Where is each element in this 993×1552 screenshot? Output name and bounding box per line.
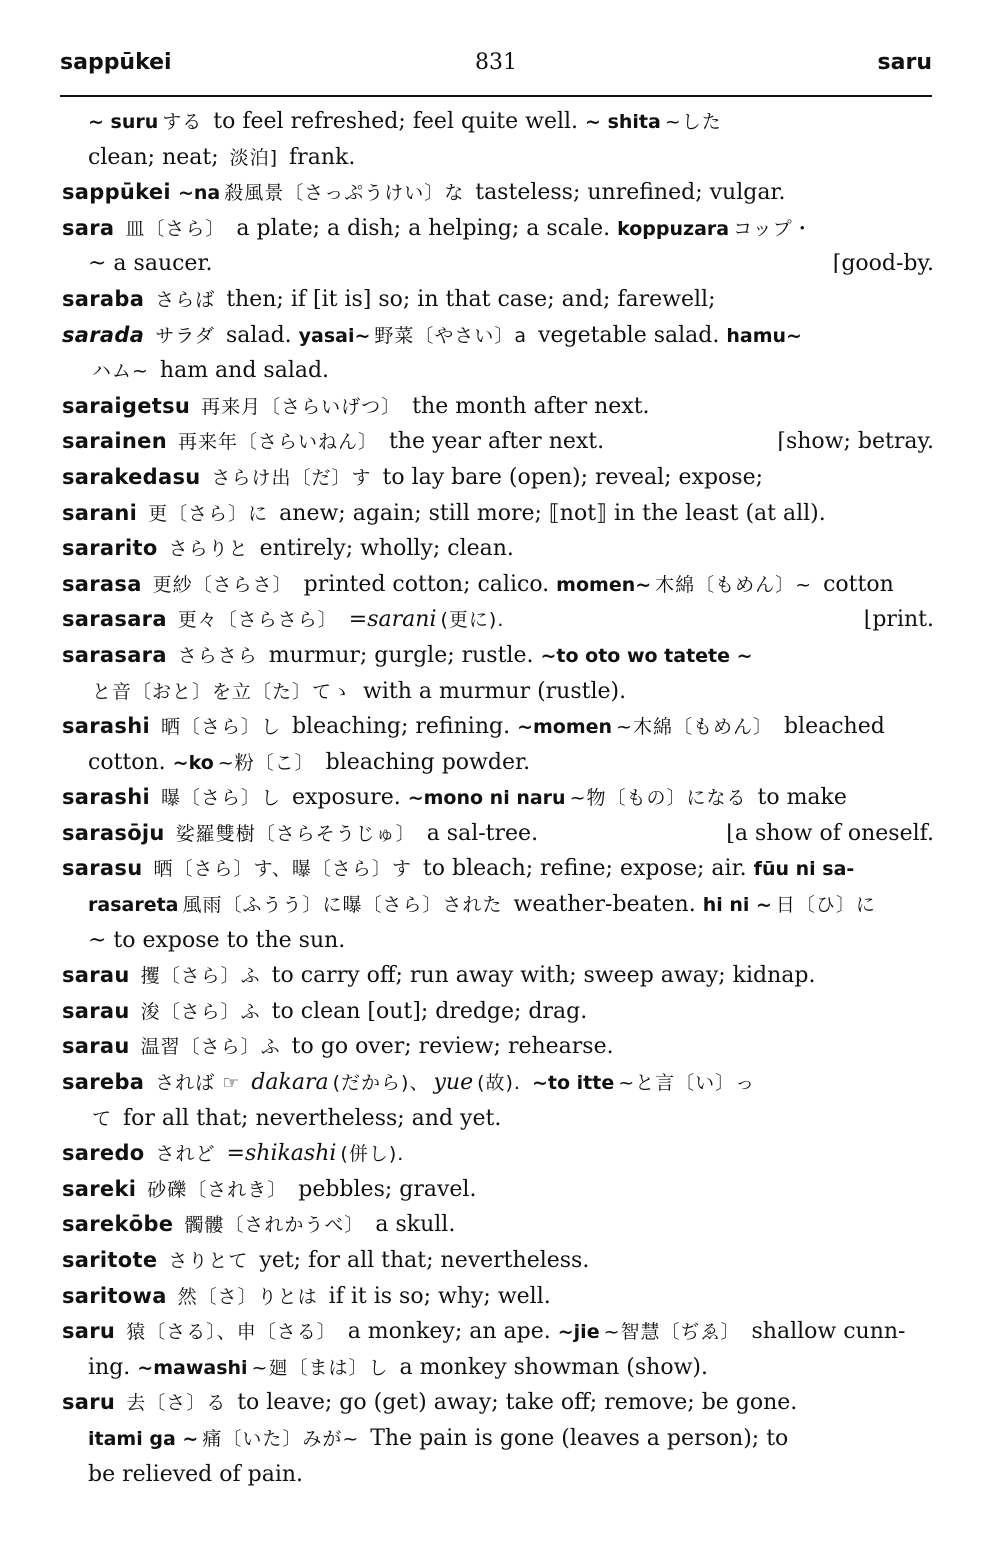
japanese-text: ハム~ (92, 360, 149, 383)
definition-text: ham and salad. (152, 358, 330, 384)
definition-text: = (341, 607, 368, 633)
japanese-text: 娑羅雙樹〔さらそうじゅ〕 (175, 822, 416, 845)
definition-text: bleached (776, 714, 885, 740)
japanese-text: 晒〔さら〕し (160, 716, 281, 739)
japanese-text: 風雨〔ふうう〕に曝〔さら〕された (182, 894, 503, 917)
entry-continuation-line (62, 140, 934, 176)
entry-continuation-line (62, 745, 934, 781)
japanese-text: て (92, 1107, 113, 1130)
entry-continuation-line (62, 246, 934, 282)
japanese-text: 野菜〔やさい〕a (374, 324, 528, 347)
definition-text: to make (750, 785, 847, 811)
entry-continuation-line (62, 674, 934, 710)
subentry-phrase: hi ni ~ (702, 894, 772, 917)
definition-text: then; if [it is] so; in that case; and; farewell; (219, 286, 716, 312)
japanese-text: サラダ (155, 324, 216, 347)
japanese-text: 再来年〔さらいねん〕 (177, 431, 378, 454)
japanese-text: さらば (155, 288, 216, 311)
definition-text: with a murmur (rustle). (356, 678, 627, 704)
subentry-phrase: ~na (177, 182, 221, 205)
definition-text: to bleach; refine; expose; air. (415, 856, 754, 882)
subentry-phrase: ~jie (557, 1321, 600, 1344)
definition-text: be relieved of pain. (88, 1461, 304, 1487)
definition-text: ~ a saucer. (88, 251, 213, 277)
entry-line (62, 282, 934, 318)
definition-text: to feel refreshed; feel quite well. (206, 109, 586, 134)
headword: saru (62, 1390, 116, 1415)
definition-text: anew; again; still more; ⟦not⟧ in the least (at all). (272, 500, 826, 526)
headword: sappūkei (62, 180, 171, 205)
japanese-text: 曝〔さら〕し (160, 787, 281, 810)
headword: sareki (62, 1176, 137, 1201)
japanese-text: 日〔ひ〕に (775, 894, 876, 917)
definition-text: weather-beaten. (506, 892, 703, 918)
first-headword-guide: sappūkei (60, 50, 172, 75)
entry-continuation-line (62, 887, 934, 923)
last-headword-guide: saru (877, 50, 932, 75)
headword: sararito (62, 536, 158, 561)
definition-text: a skull. (368, 1212, 456, 1238)
japanese-text: する (162, 111, 203, 133)
definition-text: a monkey showman (show). (392, 1354, 708, 1380)
headword: sareba (62, 1070, 145, 1095)
entry-line (62, 1279, 934, 1315)
japanese-text: 晒〔さら〕す、曝〔さら〕す (153, 858, 412, 881)
japanese-text: 痛〔いた〕みが~ (202, 1427, 360, 1450)
entry-line (62, 958, 934, 994)
subentry-phrase: fūu ni sa- (753, 858, 855, 881)
headword: sarakedasu (62, 464, 201, 489)
japanese-text: 温習〔さら〕ふ (140, 1036, 281, 1059)
headword: sarau (62, 998, 130, 1023)
italic-reference: sarani (367, 607, 437, 633)
japanese-text: 猿〔さる〕、申〔さる〕 (126, 1321, 337, 1344)
japanese-text: 攫〔さら〕ふ (140, 965, 261, 988)
entry-continuation-line (62, 353, 934, 389)
definition-text: tasteless; unrefined; vulgar. (468, 180, 786, 206)
headword: saritowa (62, 1283, 167, 1308)
japanese-text: さりとて (168, 1250, 249, 1272)
subentry-phrase: ~to oto wo tatete ~ (540, 644, 753, 667)
entry-continuation-line (62, 1350, 934, 1386)
page-number: 831 (475, 50, 517, 75)
entry-line (62, 1207, 934, 1243)
definition-text: to lay bare (open); reveal; expose; (375, 464, 763, 490)
definition-text: salad. (219, 322, 299, 348)
subentry-phrase: koppuzara (617, 217, 730, 240)
definition-text: the month after next. (405, 393, 650, 419)
headword: sarau (62, 1034, 130, 1059)
headword: sarainen (62, 429, 167, 454)
headword: sarasara (62, 642, 167, 667)
entry-line (62, 1314, 934, 1350)
entry-line (62, 816, 934, 852)
italic-reference: yue (433, 1070, 474, 1096)
entry-list (62, 104, 934, 1492)
subentry-phrase: ~ shita (585, 111, 661, 133)
overflow-continuation: ⌈show; betray. (777, 429, 934, 455)
definition-text: The pain is gone (leaves a person); to (363, 1425, 789, 1451)
subentry-phrase: yasai~ (298, 324, 371, 347)
japanese-text: ~智慧〔ぢゑ〕 (603, 1321, 741, 1344)
definition-text: entirely; wholly; clean. (252, 536, 514, 562)
definition-text: shallow cunn- (744, 1319, 906, 1345)
headword: sarada (62, 322, 145, 347)
entry-line (62, 994, 934, 1030)
headword: sarashi (62, 785, 150, 810)
definition-text: printed cotton; calico. (296, 571, 557, 597)
japanese-text: (更に). (440, 609, 505, 632)
definition-text: pebbles; gravel. (291, 1176, 477, 1202)
entry-line (62, 424, 934, 460)
definition-text: bleaching; refining. (284, 714, 518, 740)
japanese-text: 再来月〔さらいげつ〕 (201, 395, 402, 418)
definition-text: murmur; gurgle; rustle. (261, 642, 541, 668)
italic-reference: shikashi (244, 1141, 337, 1167)
japanese-text: ~物〔もの〕になる (569, 787, 747, 810)
subentry-phrase: ~to itte (531, 1072, 615, 1095)
entry-line (62, 1136, 934, 1172)
entry-line (62, 1243, 934, 1279)
overflow-continuation: ⌊print. (863, 607, 934, 633)
japanese-text: 然〔さ〕りとは (177, 1285, 318, 1308)
japanese-text: ~粉〔こ〕 (217, 751, 315, 774)
definition-text: cotton. (88, 749, 173, 775)
entry-line (62, 531, 934, 567)
entry-line (62, 318, 934, 354)
japanese-text: 砂礫〔されき〕 (147, 1178, 288, 1201)
japanese-text: 木綿〔もめん〕~ (655, 573, 813, 596)
japanese-text: さらりと (168, 538, 249, 561)
headword: saraigetsu (62, 393, 191, 418)
italic-reference: dakara (244, 1070, 329, 1096)
japanese-text: されど (155, 1143, 216, 1166)
entry-continuation-line (62, 923, 934, 959)
definition-text: a sal-tree. (419, 820, 539, 846)
definition-text (525, 1070, 532, 1095)
entry-line (62, 709, 934, 745)
definition-text: the year after next. (381, 429, 605, 455)
entry-line (62, 1065, 934, 1101)
headword: saredo (62, 1141, 145, 1166)
japanese-text: と音〔おと〕を立〔た〕てゝ (92, 680, 353, 703)
subentry-phrase: hamu~ (726, 324, 802, 347)
definition-text: frank. (282, 144, 356, 170)
definition-text: to clean [out]; dredge; drag. (264, 998, 588, 1024)
headword: sarani (62, 500, 138, 525)
definition-text: bleaching powder. (318, 749, 531, 775)
japanese-text: 殺風景〔さっぷうけい〕な (224, 182, 465, 205)
headword: saru (62, 1319, 116, 1344)
japanese-text: 去〔さ〕る (126, 1392, 227, 1415)
headword: sarasa (62, 571, 142, 596)
headword: sarashi (62, 714, 150, 739)
entry-line (62, 211, 934, 247)
entry-continuation-line (62, 1101, 934, 1137)
headword: saritote (62, 1248, 158, 1272)
japanese-text: 更紗〔さらさ〕 (152, 573, 293, 596)
japanese-text: ~した (664, 111, 722, 133)
entry-line (62, 496, 934, 532)
entry-line (62, 460, 934, 496)
entry-line (62, 851, 934, 887)
subentry-phrase: ~momen (517, 716, 613, 739)
headword: saraba (62, 286, 145, 311)
headword: sarau (62, 963, 130, 988)
overflow-continuation: ⌈good-by. (832, 251, 934, 277)
japanese-text: ~木綿〔もめん〕 (616, 716, 773, 739)
subentry-phrase: ~ suru (88, 111, 159, 133)
definition-text: a plate; a dish; a helping; a scale. (229, 215, 618, 241)
japanese-text: コップ・ (733, 217, 813, 240)
entry-line (62, 1385, 934, 1421)
subentry-phrase: ~mawashi (137, 1356, 248, 1379)
japanese-text: されば ☞ (155, 1072, 241, 1095)
japanese-text: 髑髏〔されかうべ〕 (184, 1214, 365, 1237)
japanese-text: (だから)、 (332, 1072, 430, 1095)
subentry-phrase: momen~ (556, 573, 652, 596)
definition-text: cotton (816, 571, 894, 597)
subentry-phrase: ~ko (172, 751, 214, 774)
definition-text: to leave; go (get) away; take off; remove; be gone. (230, 1390, 798, 1416)
japanese-text: 皿〔さら〕 (125, 217, 226, 240)
entry-line (62, 175, 934, 211)
japanese-text: 浚〔さら〕ふ (140, 1000, 261, 1023)
definition-text: vegetable salad. (531, 322, 727, 348)
headword: sarasōju (62, 820, 165, 845)
definition-text: to go over; review; rehearse. (284, 1034, 614, 1060)
subentry-phrase: ~mono ni naru (407, 787, 566, 810)
definition-text: a monkey; an ape. (340, 1319, 558, 1345)
entry-line (62, 638, 934, 674)
headword: sarekōbe (62, 1212, 174, 1237)
entry-line (62, 1029, 934, 1065)
definition-text: clean; neat; (88, 144, 226, 170)
definition-text: = (219, 1141, 245, 1167)
running-head (60, 44, 932, 84)
japanese-text: 更〔さら〕に (148, 502, 269, 525)
definition-text: yet; for all that; nevertheless. (252, 1248, 590, 1273)
header-rule (60, 95, 932, 97)
japanese-text: 更々〔さらさら〕 (177, 609, 338, 632)
japanese-text: (故). (477, 1072, 521, 1095)
japanese-text: (併し). (340, 1143, 405, 1166)
japanese-text: 淡泊] (229, 146, 279, 169)
subentry-phrase: itami ga ~ (88, 1427, 199, 1450)
definition-text: to carry off; run away with; sweep away; kidnap. (264, 963, 816, 989)
headword: sarasu (62, 856, 143, 881)
definition-text: for all that; nevertheless; and yet. (116, 1105, 502, 1131)
entry-line (62, 780, 934, 816)
definition-text: ing. (88, 1354, 138, 1380)
overflow-continuation: ⌊a show of oneself. (726, 820, 934, 846)
entry-line (62, 567, 934, 603)
entry-continuation-line (62, 1421, 934, 1457)
definition-text: ~ to expose to the sun. (88, 927, 346, 953)
japanese-text: さらけ出〔だ〕す (211, 466, 372, 489)
headword: sarasara (62, 607, 167, 632)
japanese-text: ~と言〔い〕っ (618, 1072, 756, 1095)
japanese-text: ~廻〔まは〕し (251, 1356, 389, 1379)
japanese-text: さらさら (177, 644, 258, 667)
entry-continuation-line (62, 1457, 934, 1493)
entry-line (62, 389, 934, 425)
entry-line (62, 602, 934, 638)
headword: sara (62, 215, 115, 240)
subentry-phrase: rasareta (88, 894, 179, 917)
entry-continuation-line (62, 104, 934, 140)
definition-text: if it is so; why; well. (321, 1283, 551, 1309)
entry-line (62, 1172, 934, 1208)
definition-text: exposure. (284, 785, 408, 811)
